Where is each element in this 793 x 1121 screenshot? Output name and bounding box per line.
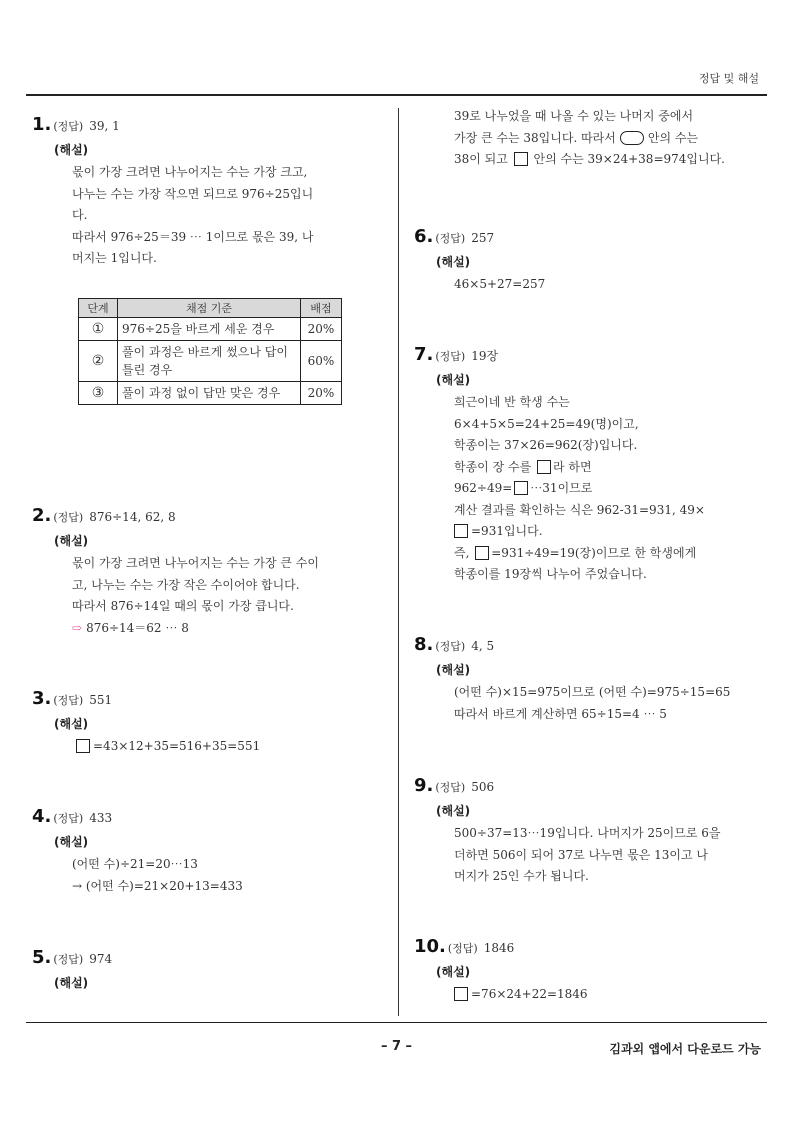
arrow-right-icon: ⇨	[72, 620, 83, 635]
score-cell: 20%	[301, 317, 342, 340]
explanation-label: (해설)	[436, 255, 471, 269]
explanation-line: =931÷49=19(장)이므로 한 학생에게	[491, 545, 697, 560]
explanation-label: (해설)	[54, 534, 89, 548]
question-number: 8.	[414, 634, 434, 655]
question-10	[414, 936, 764, 1006]
blank-box-icon	[76, 739, 90, 753]
grading-table	[78, 298, 342, 405]
table-row	[79, 317, 342, 340]
question-4	[32, 806, 372, 897]
explanation-line: 안의 수는 39×24+38=974입니다.	[533, 152, 725, 166]
explanation-line: 더하면 506이 되어 37로 나누면 몫은 13이고 나	[454, 847, 709, 862]
score-cell: 20%	[301, 381, 342, 404]
explanation-line: 안의 수는	[647, 130, 699, 145]
answer-label: (정답)	[53, 953, 84, 966]
explanation-line: =931입니다.	[471, 524, 543, 538]
result-line	[72, 618, 372, 640]
explanation-line: ⋯31이므로	[530, 481, 593, 495]
answer-label: (정답)	[53, 694, 84, 707]
question-number: 9.	[414, 775, 434, 796]
step-cell: ①	[79, 317, 118, 340]
answer-label: (정답)	[53, 120, 84, 133]
blank-oval-icon	[620, 131, 644, 145]
answer-value: 551	[89, 693, 113, 707]
explanation-text	[454, 823, 764, 888]
explanation-line: 6×4+5×5=24+25=49(명)이고,	[454, 416, 639, 431]
question-8	[414, 634, 764, 725]
answer-value: 506	[471, 780, 495, 794]
explanation-text	[454, 984, 764, 1006]
explanation-text	[72, 553, 372, 639]
explanation-label: (해설)	[436, 965, 471, 979]
explanation-line: 몫이 가장 크려면 나누어지는 수는 가장 큰 수이	[72, 556, 319, 570]
explanation-line: 따라서 976÷25＝39 ⋯ 1이므로 몫은 39, 나	[72, 229, 314, 244]
blank-box-icon	[475, 546, 489, 560]
explanation-line: 희근이네 반 학생 수는	[454, 395, 570, 409]
explanation-line: → (어떤 수)=21×20+13=433	[72, 878, 243, 893]
header-rule	[26, 94, 767, 96]
answer-label: (정답)	[53, 812, 84, 825]
explanation-line: 머지는 1입니다.	[72, 251, 157, 265]
explanation-label: (해설)	[436, 804, 471, 818]
explanation-line: 머지가 25인 수가 됩니다.	[454, 869, 589, 883]
question-5	[32, 947, 372, 995]
criteria-cell: 976÷25을 바르게 세운 경우	[118, 317, 301, 340]
explanation-line: =43×12+35=516+35=551	[93, 739, 261, 753]
blank-box-icon	[537, 460, 551, 474]
question-1	[32, 114, 372, 405]
explanation-text	[76, 736, 372, 758]
table-header-criteria: 채점 기준	[118, 298, 301, 317]
footer-rule	[26, 1022, 767, 1023]
question-number: 3.	[32, 688, 52, 709]
result-text: 876÷14＝62 ⋯ 8	[86, 620, 189, 635]
explanation-line: 계산 결과를 확인하는 식은 962-31=931, 49×	[454, 502, 705, 517]
question-number: 5.	[32, 947, 52, 968]
answer-value: 257	[471, 231, 495, 245]
answer-value: 4, 5	[471, 639, 495, 653]
question-number: 6.	[414, 226, 434, 247]
question-6	[414, 226, 764, 296]
question-5-continued	[414, 106, 764, 171]
question-9	[414, 775, 764, 888]
explanation-label: (해설)	[54, 835, 89, 849]
table-row	[79, 381, 342, 404]
blank-box-icon	[514, 152, 528, 166]
step-cell: ③	[79, 381, 118, 404]
answer-label: (정답)	[435, 781, 466, 794]
column-divider	[398, 108, 399, 1016]
explanation-line: 나누는 수는 가장 작으면 되므로 976÷25입니	[72, 186, 314, 201]
table-row	[79, 340, 342, 381]
explanation-line: 학종이를 19장씩 나누어 주었습니다.	[454, 567, 647, 581]
explanation-line: 고, 나누는 수는 가장 작은 수이어야 합니다.	[72, 577, 300, 592]
explanation-line: 따라서 876÷14일 때의 몫이 가장 큽니다.	[72, 599, 294, 613]
explanation-text	[454, 682, 764, 725]
question-3	[32, 688, 372, 758]
explanation-line: 39로 나누었을 때 나올 수 있는 나머지 중에서	[454, 109, 694, 123]
criteria-cell: 풀이 과정 없이 답만 맞은 경우	[118, 381, 301, 404]
explanation-label: (해설)	[54, 976, 89, 990]
question-number: 2.	[32, 505, 52, 526]
blank-box-icon	[514, 481, 528, 495]
answer-value: 974	[89, 952, 113, 966]
explanation-line: 46×5+27=257	[454, 277, 546, 291]
answer-label: (정답)	[53, 511, 84, 524]
explanation-line: (어떤 수)×15=975이므로 (어떤 수)=975÷15=65	[454, 685, 731, 699]
explanation-line: 가장 큰 수는 38입니다. 따라서	[454, 130, 616, 145]
explanation-line: 학종이 장 수를	[454, 459, 532, 474]
explanation-text	[454, 392, 764, 586]
explanation-line: =76×24+22=1846	[471, 987, 588, 1001]
answer-value: 433	[89, 811, 113, 825]
answer-value: 1846	[483, 941, 515, 955]
explanation-line: 몫이 가장 크려면 나누어지는 수는 가장 크고,	[72, 165, 308, 179]
explanation-text	[72, 162, 372, 270]
page-header-label: 정답 및 해설	[698, 72, 759, 85]
answer-value: 39, 1	[89, 119, 120, 133]
question-number: 1.	[32, 114, 52, 135]
answer-label: (정답)	[435, 350, 466, 363]
explanation-line: (어떤 수)÷21=20⋯13	[72, 857, 198, 871]
explanation-text	[72, 854, 372, 897]
step-cell: ②	[79, 340, 118, 381]
explanation-line: 38이 되고	[454, 152, 508, 166]
explanation-label: (해설)	[54, 143, 89, 157]
explanation-text	[454, 274, 764, 296]
explanation-line: 962÷49=	[454, 481, 513, 495]
explanation-line: 다.	[72, 208, 88, 222]
answer-value: 876÷14, 62, 8	[89, 510, 176, 524]
explanation-label: (해설)	[436, 373, 471, 387]
explanation-label: (해설)	[436, 663, 471, 677]
explanation-line: 즉,	[454, 545, 470, 560]
footer-download-text: 김과외 앱에서 다운로드 가능	[609, 1042, 761, 1056]
explanation-line: 학종이는 37×26=962(장)입니다.	[454, 438, 638, 452]
answer-value: 19장	[471, 349, 499, 363]
answer-label: (정답)	[447, 942, 478, 955]
answer-label: (정답)	[435, 640, 466, 653]
question-7	[414, 344, 764, 586]
blank-box-icon	[454, 524, 468, 538]
explanation-text	[454, 106, 764, 171]
table-header-score: 배점	[301, 298, 342, 317]
table-header-step: 단계	[79, 298, 118, 317]
page-number: – 7 –	[380, 1039, 413, 1054]
explanation-label: (해설)	[54, 717, 89, 731]
answer-label: (정답)	[435, 232, 466, 245]
blank-box-icon	[454, 987, 468, 1001]
question-number: 4.	[32, 806, 52, 827]
explanation-line: 500÷37=13⋯19입니다. 나머지가 25이므로 6을	[454, 826, 721, 840]
explanation-line: 라 하면	[553, 459, 592, 474]
criteria-cell: 풀이 과정은 바르게 썼으나 답이 틀린 경우	[118, 340, 301, 381]
score-cell: 60%	[301, 340, 342, 381]
question-2	[32, 505, 372, 639]
question-number: 7.	[414, 344, 434, 365]
question-number: 10.	[414, 936, 446, 957]
explanation-line: 따라서 바르게 계산하면 65÷15=4 ⋯ 5	[454, 706, 667, 721]
